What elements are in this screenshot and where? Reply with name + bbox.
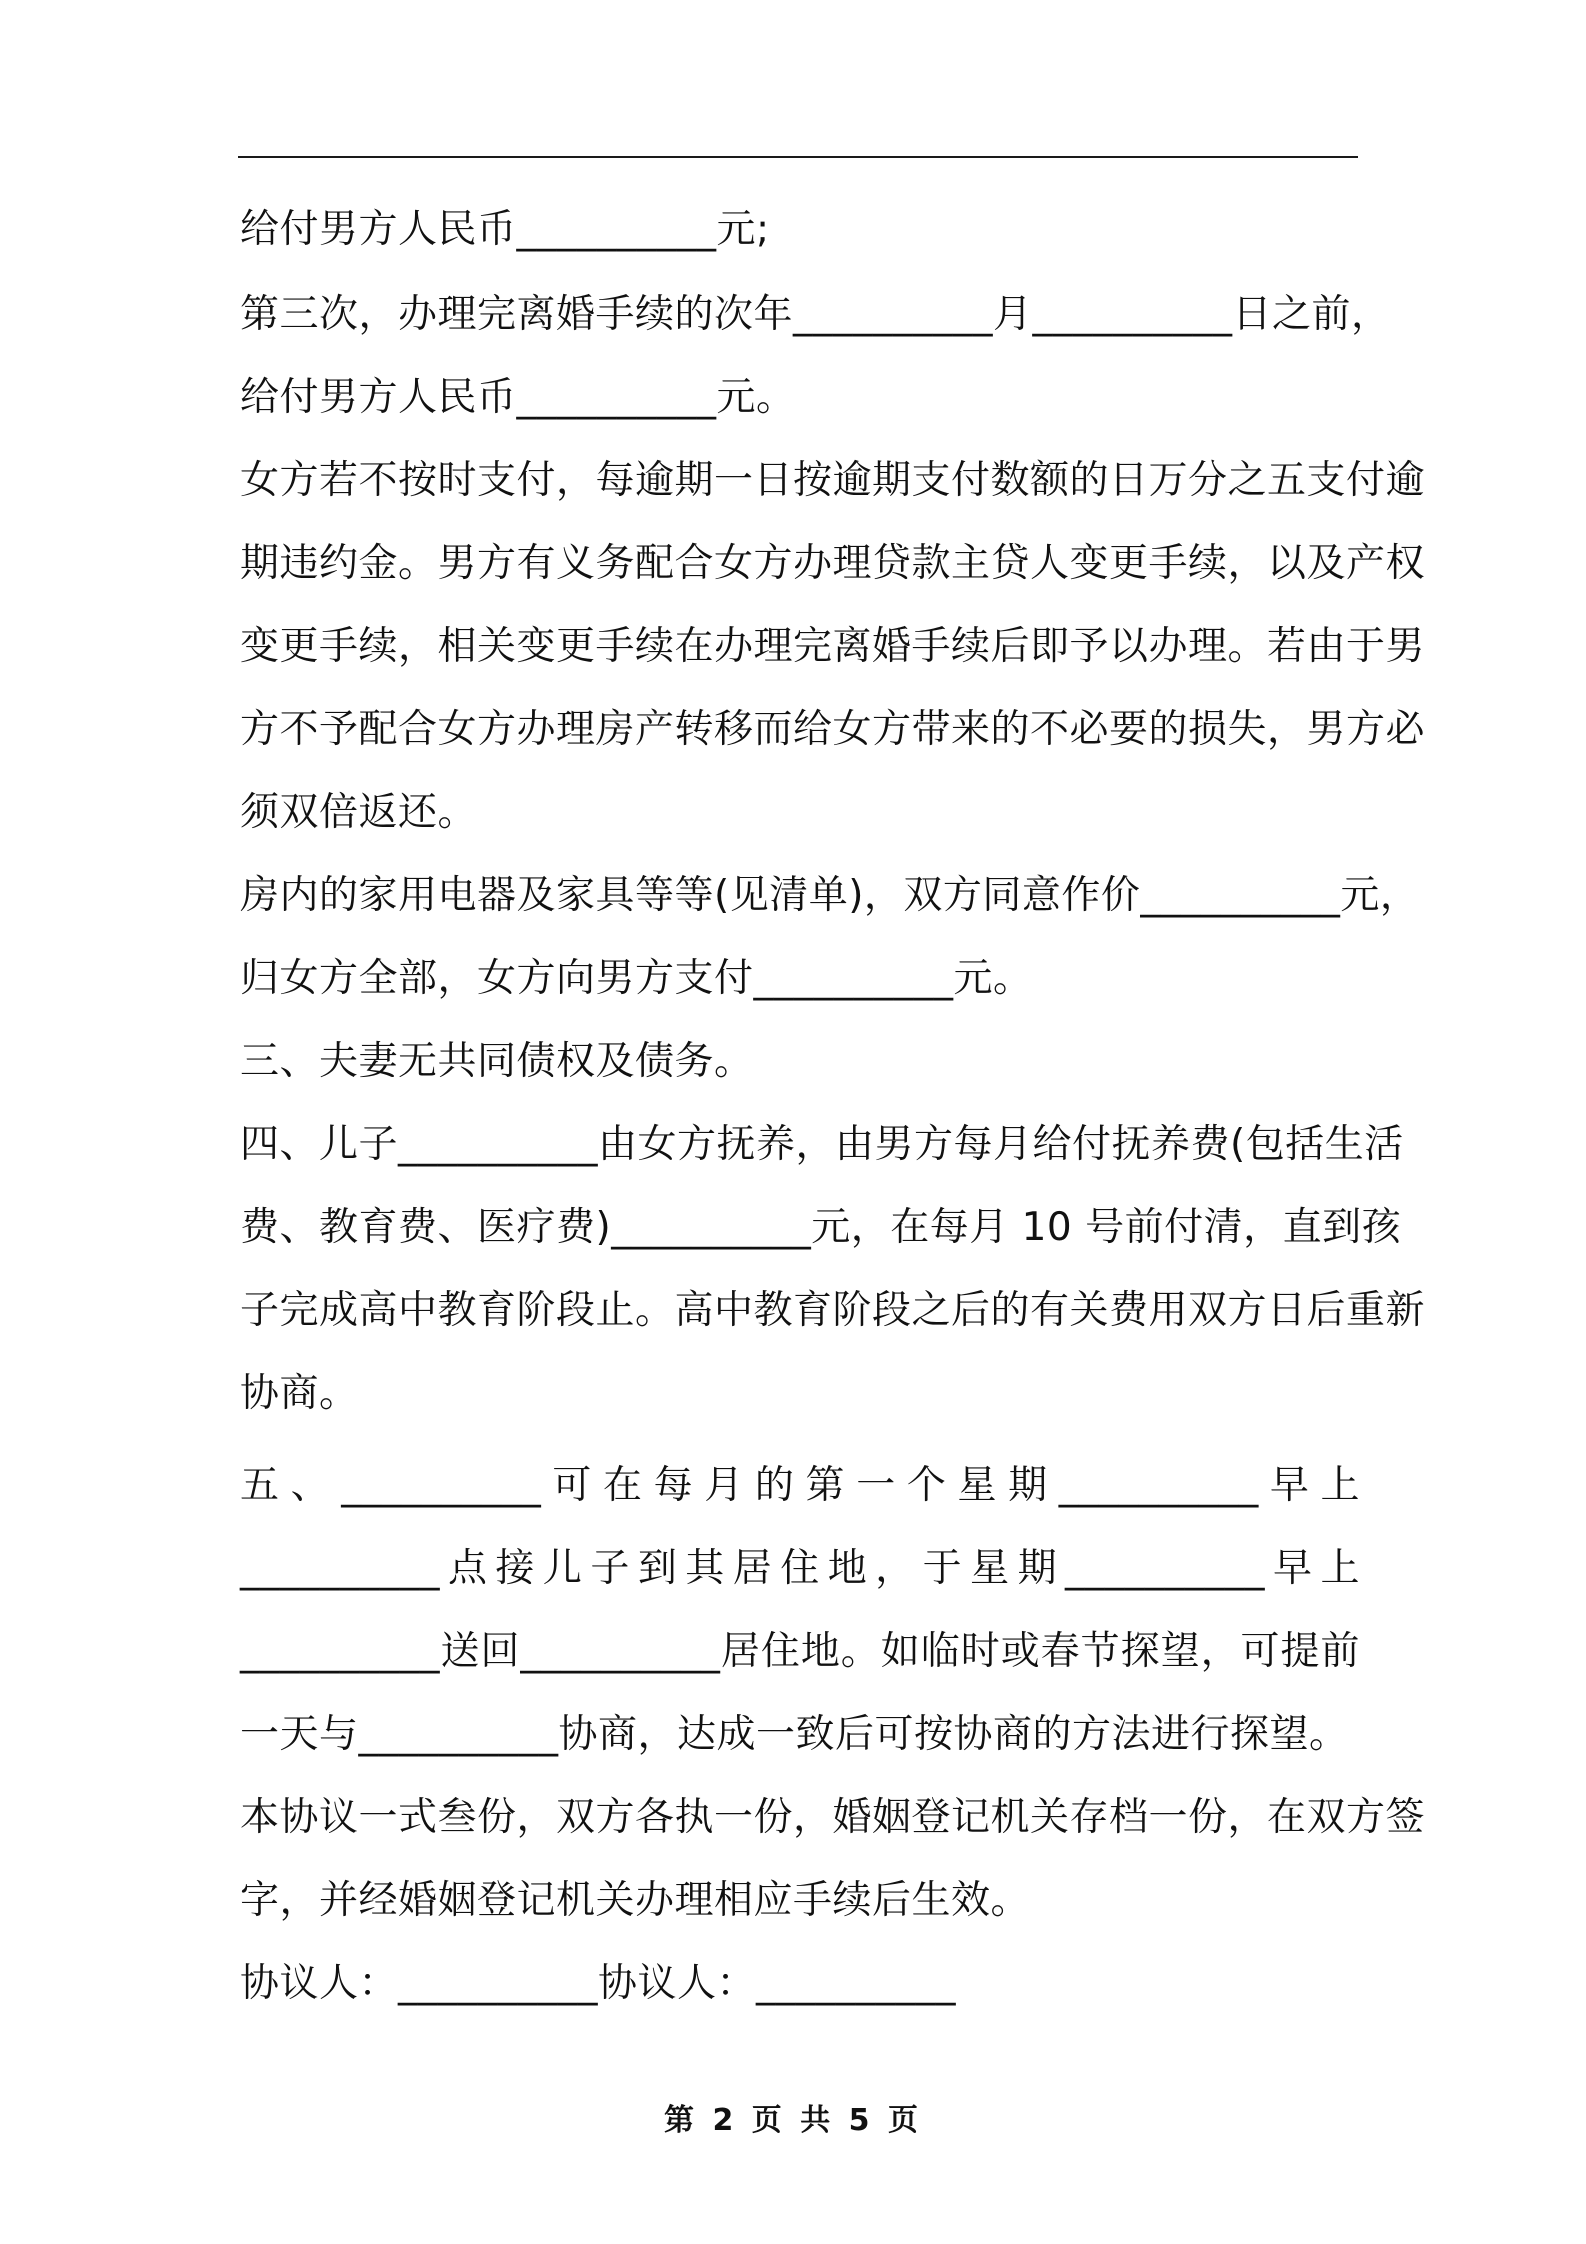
text-line: 字，并经婚姻登记机关办理相应手续后生效。: [240, 1878, 1031, 1923]
header-rule: [238, 156, 1358, 158]
text-line: 归女方全部，女方向男方支付__________元。: [240, 956, 1033, 1001]
text-line: 协商。: [240, 1371, 359, 1416]
text-line: 给付男方人民币__________元。: [240, 375, 796, 420]
text-line: 五、__________可在每月的第一个星期__________早上: [240, 1463, 1360, 1508]
text-line: 房内的家用电器及家具等等(见清单)，双方同意作价__________元，: [240, 873, 1420, 918]
page-indicator: 第 2 页 共 5 页: [664, 2103, 922, 2138]
text-line: 给付男方人民币__________元;: [240, 207, 770, 252]
text-line: 期违约金。男方有义务配合女方办理贷款主贷人变更手续，以及产权: [240, 541, 1426, 586]
text-line: 女方若不按时支付，每逾期一日按逾期支付数额的日万分之五支付逾: [240, 458, 1426, 503]
text-line: 子完成高中教育阶段止。高中教育阶段之后的有关费用双方日后重新: [240, 1288, 1426, 1333]
text-line: 变更手续，相关变更手续在办理完离婚手续后即予以办理。若由于男: [240, 624, 1426, 669]
text-line: 方不予配合女方办理房产转移而给女方带来的不必要的损失，男方必: [240, 707, 1426, 752]
text-line: 三、夫妻无共同债权及债务。: [240, 1039, 754, 1084]
text-line: 第三次，办理完离婚手续的次年__________月__________日之前，: [240, 292, 1391, 337]
text-line: 一天与__________协商，达成一致后可按协商的方法进行探望。: [240, 1712, 1349, 1757]
text-line: 本协议一式叁份，双方各执一份，婚姻登记机关存档一份，在双方签: [240, 1795, 1426, 1840]
text-line: 费、教育费、医疗费)__________元，在每月 10 号前付清，直到孩: [240, 1205, 1402, 1250]
signature-line: 协议人：__________协议人：__________: [240, 1961, 957, 2006]
text-line: __________送回__________居住地。如临时或春节探望，可提前: [240, 1629, 1360, 1674]
text-line: 四、儿子__________由女方抚养，由男方每月给付抚养费(包括生活: [240, 1122, 1404, 1167]
text-line: 须双倍返还。: [240, 790, 478, 835]
text-line: __________点接儿子到其居住地，于星期__________早上: [240, 1546, 1360, 1591]
